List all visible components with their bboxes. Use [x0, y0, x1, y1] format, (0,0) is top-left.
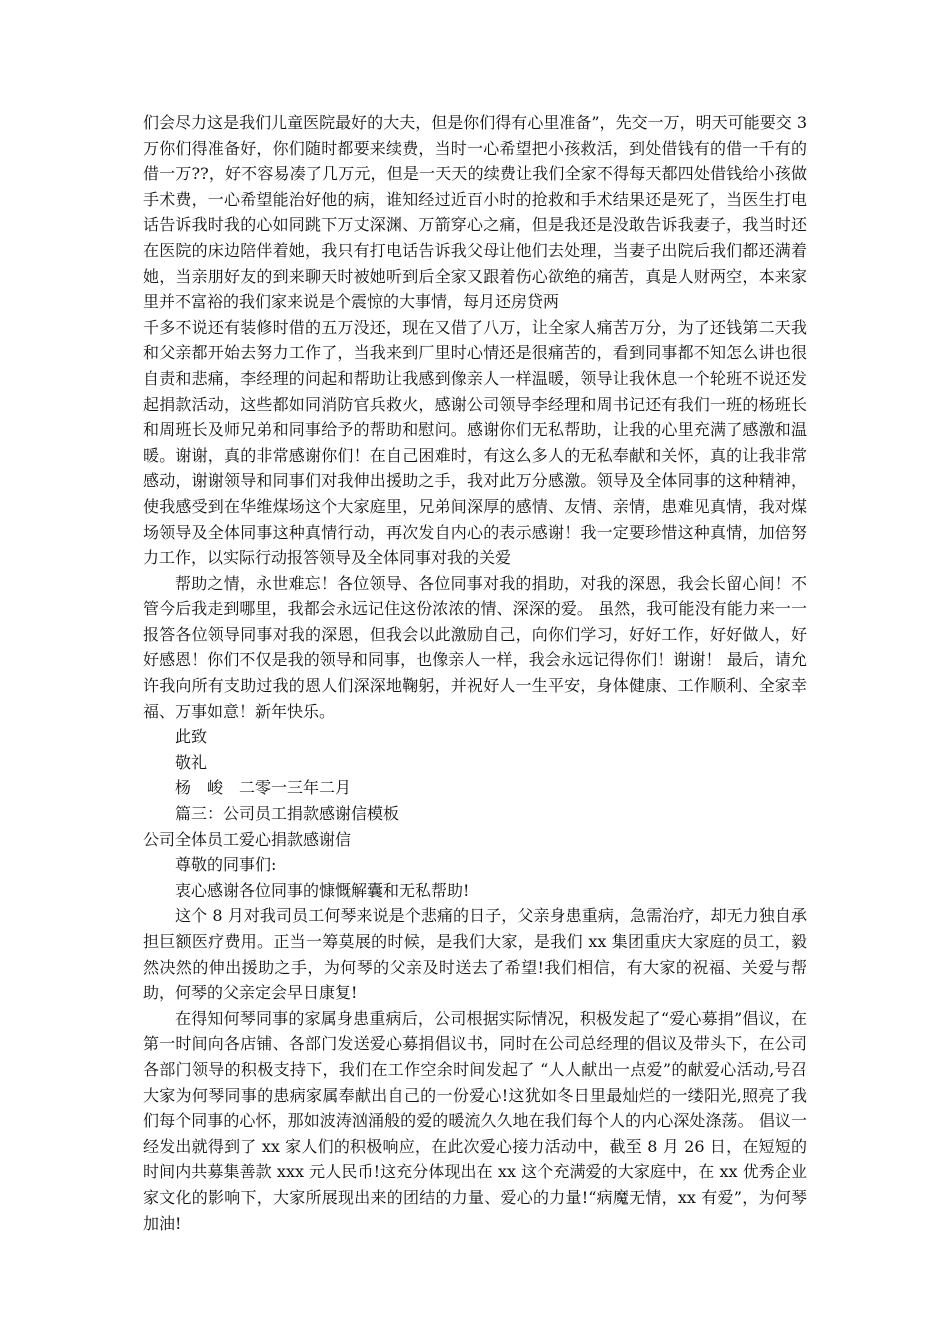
letter-title: 公司全体员工爱心捐款感谢信	[143, 829, 352, 849]
paragraph-donation-campaign: 在得知何琴同事的家属身患重病后，公司根据实际情况，积极发起了“爱心募捐”倡议，在第一时间向各店铺、各部门发送爱心募捐倡议书，同时在公司总经理的倡议及带头下，在公司各部门领导的积极支持下，我们在工作空余时间发起了 “人人献出一点爱”的献爱心活动,号召大家为何琴同事的患病家属奉献出自己的一份爱心!这犹如冬日里最灿烂的一缕阳光,照亮了我们每个同事的心怀，那如波涛汹涌般的爱的暖流久久地在我们每个人的内心深处涤荡。 倡议一经发出就得到了 xx 家人们的积极响应，在此次爱心接力活动中，截至 8 月 26 日，在短短的时间内共募集善款 xxx 元人民币!这充分体现出在 xx 这个充满爱的大家庭中，在 xx 优秀企业家文化的影响下，大家所展现出来的团结的力量、爱心的力量!“病魔无情，xx 有爱”，为何琴加油!	[143, 1008, 807, 1233]
paragraph-he-qin-story: 这个 8 月对我司员工何琴来说是个悲痛的日子，父亲身患重病，急需治疗，却无力独自承担巨额医疗费用。正当一筹莫展的时候，是我们大家，是我们 xx 集团重庆大家庭的员工，毅然决然的伸出援助之手，为何琴的父亲及时送去了希望!我们相信，有大家的祝福、关爱与帮助，何琴的父亲定会早日康复!	[143, 906, 807, 1003]
section-title: 篇三：公司员工捐款感谢信模板	[175, 804, 400, 824]
paragraph-hospital-story: 们会尽力这是我们儿童医院最好的大夫，但是你们得有心里准备”，先交一万，明天可能要交 3 万你们得准备好，你们随时都要来续费，当时一心希望把小孩救活，到处借钱有的借一千有的借一万??，好不容易凑了几万元，但是一天天的续费让我们全家不得每天都四处借钱给小孩做手术费，一心希望能治好他的病，谁知经过近百小时的抢救和手术结果还是死了，当医生打电话告诉我时我的心如同跳下万丈深渊、万箭穿心之痛，但是我还是没敢告诉我妻子，我当时还在医院的床边陪伴着她，我只有打电话告诉我父母让他们去处理，当妻子出院后我们都还满着她，当亲朋好友的到来聊天时被她听到后全家又跟着伤心欲绝的痛苦，真是人财两空，本来家里并不富裕的我们家来说是个震惊的大事情，每月还房贷两	[143, 113, 807, 312]
paragraph-debt-and-thanks: 千多不说还有装修时借的五万没还，现在又借了八万，让全家人痛苦万分，为了还钱第二天我和父亲都开始去努力工作了，当我来到厂里时心情还是很痛苦的，看到同事都不知怎么讲也很自责和悲痛，李经理的问起和帮助让我感到像亲人一样温暖，领导让我休息一个轮班不说还发起捐款活动，这些都如同消防官兵救火，感谢公司领导李经理和周书记还有我们一班的杨班长和周班长及师兄弟和同事给予的帮助和慰问。感谢你们无私帮助，让我的心里充满了感激和温暖。谢谢，真的非常感谢你们！在自己困难时，有这么多人的无私奉献和关怀，真的让我非常感动，谢谢领导和同事们对我伸出援助之手，我对此万分感激。领导及全体同事的这种精神，使我感受到在华维煤场这个大家庭里，兄弟间深厚的感情、友情、亲情，患难见真情，我对煤场领导及全体同事这种真情行动，再次发自内心的表示感谢！我一定要珍惜这种真情，加倍努力工作，以实际行动报答领导及全体同事对我的关爱	[143, 317, 807, 568]
paragraph-gratitude: 帮助之情，永世难忘！各位领导、各位同事对我的捐助，对我的深恩，我会长留心间！不管今后我走到哪里，我都会永远记住这份浓浓的情、深深的爱。 虽然，我可能没有能力来一一报答各位领导同事对我的深恩，但我会以此激励自己，向你们学习，好好工作，好好做人，好好感恩！你们不仅是我的领导和同事，也像亲人一样，我会永远记得你们！谢谢！ 最后，请允许我向所有支助过我的恩人们深深地鞠躬，并祝好人一生平安，身体健康、工作顺利、全家幸福、万事如意！新年快乐。	[143, 573, 807, 721]
salutation: 尊敬的同事们:	[175, 855, 277, 875]
closing-cizhi: 此致	[175, 727, 208, 747]
document-body	[143, 110, 807, 1236]
closing-jingli: 敬礼	[175, 752, 208, 772]
thanks-line: 衷心感谢各位同事的慷慨解囊和无私帮助!	[175, 880, 470, 900]
signature-line: 杨 峻 二零一三年二月	[175, 778, 352, 798]
